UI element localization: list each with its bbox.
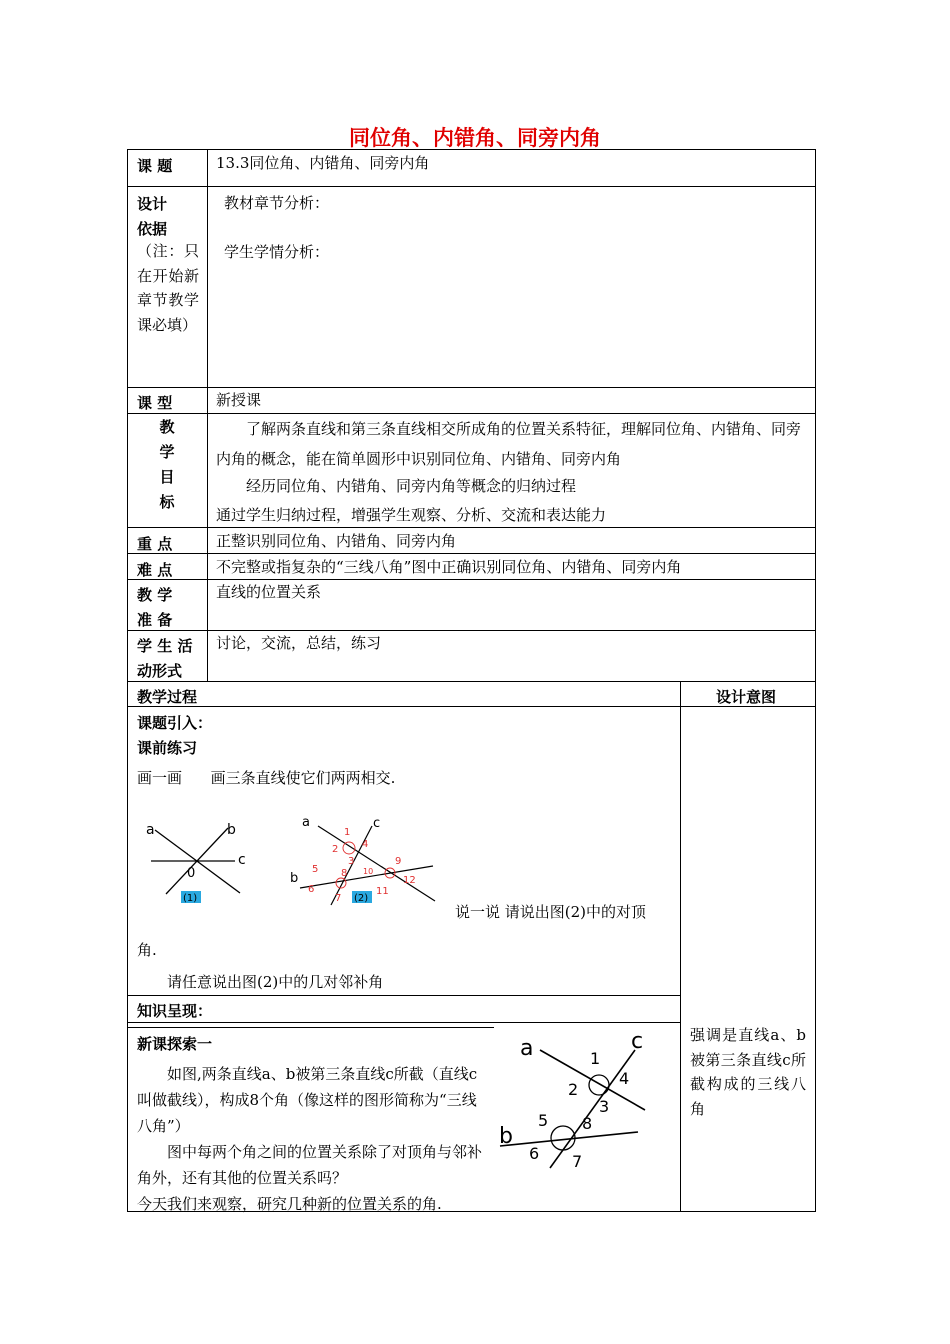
page-title: 同位角、内错角、同旁内角	[349, 126, 601, 150]
figure-2	[285, 811, 440, 911]
draw-instruction: 画一画 画三条直线使它们两两相交.	[137, 769, 396, 787]
fig1-caption: (1)	[183, 893, 198, 904]
key-label: 重 点	[137, 535, 173, 553]
figure-3	[495, 1028, 665, 1178]
form-value: 讨论，交流，总结，练习	[216, 634, 382, 652]
topic-label: 课 题	[137, 157, 173, 175]
fig2-label-a: a	[302, 815, 310, 830]
prep-label-1: 教 学	[137, 586, 173, 604]
basis-label-2: 依据	[137, 220, 168, 238]
key-value: 正整识别同位角、内错角、同旁内角	[216, 532, 457, 550]
basis-text-1: 教材章节分析：	[224, 194, 330, 212]
goal-paragraph-1: 了解两条直线和第三条直线相交所成角的位置关系特征，理解同位角、内错角、同旁内角的概念，能在简单圆形中识别同位角、内错角、同旁内角	[216, 420, 802, 468]
fig1-label-c: c	[238, 852, 246, 868]
difficulty-value: 不完整或指复杂的“三线八角”图中正确识别同位角、内错角、同旁内角	[216, 558, 682, 576]
goal-label: 教 学 目 标	[159, 418, 175, 511]
fig2-label-c: c	[373, 816, 381, 831]
fig3-angle-6: 6	[529, 1144, 540, 1163]
fig3-label-b: b	[499, 1124, 513, 1149]
fig2-angle-2: 2	[332, 844, 339, 855]
design-intent: 强调是直线a、b被第三条直线c所截构成的三线八角	[690, 1026, 806, 1118]
fig3-angle-4: 4	[619, 1069, 630, 1088]
fig2-angle-8: 8	[341, 868, 348, 879]
fig3-angle-3: 3	[599, 1097, 610, 1116]
fig1-label-o: 0	[187, 866, 196, 881]
fig3-angle-2: 2	[568, 1080, 579, 1099]
fig3-angle-5: 5	[538, 1111, 549, 1130]
fig2-angle-9: 9	[395, 856, 402, 867]
fig3-angle-1: 1	[590, 1049, 601, 1068]
fig2-angle-1: 1	[344, 827, 351, 838]
fig3-label-c: c	[631, 1029, 644, 1054]
goal-paragraph-3: 通过学生归纳过程，增强学生观察、分析、交流和表达能力	[216, 506, 607, 524]
say-instruction: 说一说 请说出图(2)中的对顶	[455, 903, 647, 921]
fig2-caption: (2)	[354, 893, 369, 904]
prep-value: 直线的位置关系	[216, 583, 322, 601]
fig2-angle-10: 10	[363, 867, 374, 876]
form-label-1: 学 生 活	[137, 637, 193, 655]
intent-header: 设计意图	[716, 688, 777, 706]
basis-label-1: 设计	[137, 195, 168, 213]
say-instruction-end: 角.	[137, 941, 157, 959]
explore-paragraph-1: 如图,两条直线a、b被第三条直线c所截（直线c叫做截线），构成8个角（像这样的图形简称为“三线八角”）	[137, 1065, 478, 1135]
fig2-angle-11: 11	[376, 886, 389, 897]
fig3-angle-8: 8	[582, 1114, 593, 1133]
fig2-angle-6: 6	[308, 884, 315, 895]
fig2-angle-5: 5	[312, 864, 319, 875]
topic-value: 13.3同位角、内错角、同旁内角	[216, 154, 430, 172]
type-value: 新授课	[216, 391, 262, 409]
fig1-label-b: b	[227, 822, 236, 838]
fig2-angle-7: 7	[335, 893, 342, 904]
basis-text-2: 学生学情分析：	[224, 243, 330, 261]
fig2-angle-4: 4	[362, 839, 369, 850]
fig2-angle-3: 3	[348, 856, 355, 867]
difficulty-label: 难 点	[137, 561, 173, 579]
pre-practice-label: 课前练习	[137, 739, 198, 757]
explore-paragraph-2: 图中每两个角之间的位置关系除了对顶角与邻补角外，还有其他的位置关系吗？	[137, 1143, 483, 1187]
adjacent-angle-instruction: 请任意说出图(2)中的几对邻补角	[167, 973, 384, 991]
explore-label: 新课探索一	[137, 1035, 213, 1053]
explore-paragraph-3: 今天我们来观察，研究几种新的位置关系的角.	[137, 1195, 442, 1213]
intro-label: 课题引入：	[137, 714, 213, 732]
fig3-label-a: a	[520, 1036, 534, 1061]
process-header: 教学过程	[137, 688, 198, 706]
figure-1	[140, 815, 255, 907]
fig1-label-a: a	[146, 822, 155, 838]
fig2-angle-12: 12	[403, 875, 416, 886]
fig2-label-b: b	[290, 871, 299, 886]
fig3-angle-7: 7	[572, 1152, 583, 1171]
type-label: 课 型	[137, 394, 173, 412]
basis-note: （注：只在开始新章节教学课必填）	[137, 242, 199, 334]
goal-paragraph-2: 经历同位角、内错角、同旁内角等概念的归纳过程	[246, 477, 577, 495]
form-label-2: 动形式	[137, 662, 183, 680]
knowledge-label: 知识呈现：	[137, 1002, 213, 1020]
prep-label-2: 准 备	[137, 611, 173, 629]
